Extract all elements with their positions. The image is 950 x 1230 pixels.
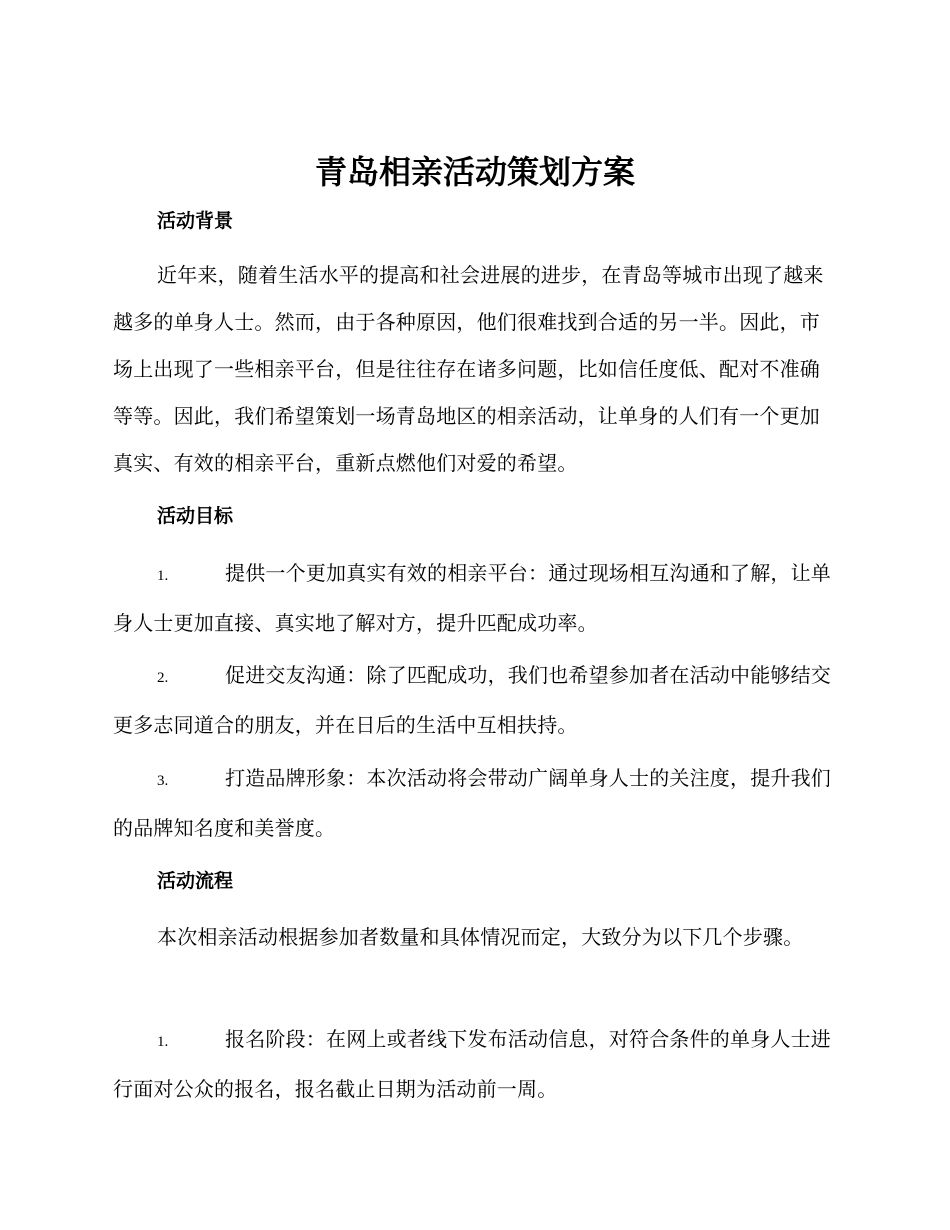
section-heading-goals: 活动目标 bbox=[157, 505, 234, 527]
list-number: 2. bbox=[157, 670, 169, 686]
process-item-1 bbox=[113, 1016, 838, 1113]
list-number: 1. bbox=[157, 568, 169, 584]
list-text: 打造品牌形象：本次活动将会带动广阔单身人士的关注度，提升我们的品牌知名度和美誉度。 bbox=[113, 766, 831, 840]
list-text: 报名阶段：在网上或者线下发布活动信息，对符合条件的单身人士进行面对公众的报名，报名截止日期为活动前一周。 bbox=[113, 1027, 831, 1101]
list-text: 促进交友沟通：除了匹配成功，我们也希望参加者在活动中能够结交更多志同道合的朋友，并在日后的生活中互相扶持。 bbox=[113, 663, 831, 737]
list-number: 1. bbox=[157, 1034, 169, 1050]
goal-item-3 bbox=[113, 755, 838, 852]
section-heading-process: 活动流程 bbox=[157, 870, 234, 892]
goal-item-1 bbox=[113, 550, 838, 647]
document-title: 青岛相亲活动策划方案 bbox=[314, 153, 635, 191]
goal-item-2 bbox=[113, 652, 838, 749]
section-heading-background: 活动背景 bbox=[157, 210, 234, 232]
process-intro-paragraph: 本次相亲活动根据参加者数量和具体情况而定，大致分为以下几个步骤。 bbox=[157, 925, 804, 949]
list-number: 3. bbox=[157, 773, 169, 789]
background-paragraph: 近年来，随着生活水平的提高和社会进展的进步，在青岛等城市出现了越来越多的单身人士。然而，由于各种原因，他们很难找到合适的另一半。因此，市场上出现了一些相亲平台，但是往往存在诸多问题，比如信任度低、配对不准确等等。因此，我们希望策划一场青岛地区的相亲活动，让单身的人们有一个更加真实、有效的相亲平台，重新点燃他们对爱的希望。 bbox=[113, 263, 824, 475]
list-text: 提供一个更加真实有效的相亲平台：通过现场相互沟通和了解，让单身人士更加直接、真实地了解对方，提升匹配成功率。 bbox=[113, 561, 831, 635]
